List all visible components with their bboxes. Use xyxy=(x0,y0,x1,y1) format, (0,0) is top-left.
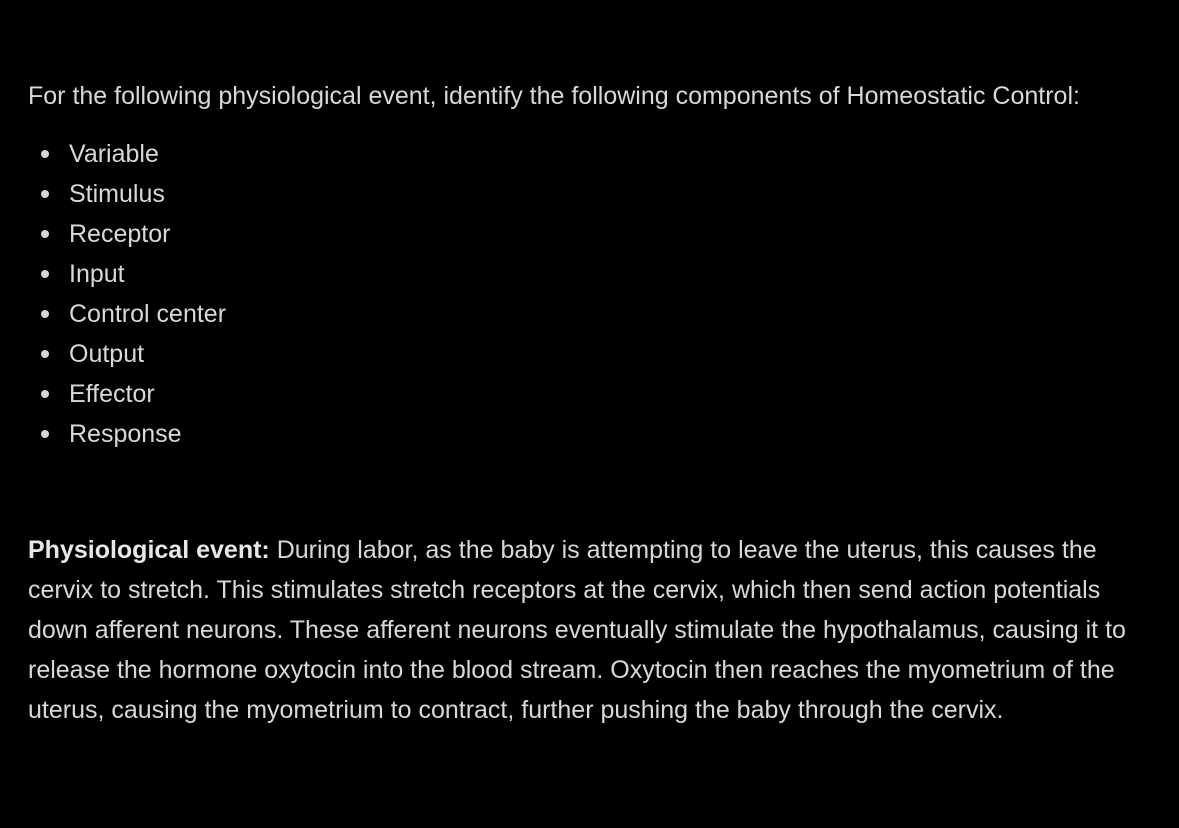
list-item-effector xyxy=(28,374,1158,414)
list-item-control-center xyxy=(28,294,1158,334)
list-item-label: Response xyxy=(69,420,182,448)
list-item-label: Control center xyxy=(69,300,227,328)
bullet-icon xyxy=(41,270,49,278)
physiological-event-paragraph xyxy=(28,530,1158,730)
bullet-icon xyxy=(41,150,49,158)
bullet-icon xyxy=(41,350,49,358)
list-item-input xyxy=(28,254,1158,294)
list-item-output xyxy=(28,334,1158,374)
list-item-label: Input xyxy=(69,260,125,288)
bullet-icon xyxy=(41,310,49,318)
list-item-label: Effector xyxy=(69,380,155,408)
list-item-response xyxy=(28,414,1158,454)
components-list xyxy=(28,134,1158,454)
list-item-receptor xyxy=(28,214,1158,254)
bullet-icon xyxy=(41,390,49,398)
list-item-label: Stimulus xyxy=(69,180,165,208)
list-item-label: Output xyxy=(69,340,145,368)
bullet-icon xyxy=(41,430,49,438)
list-item-label: Variable xyxy=(69,140,159,168)
list-item-stimulus xyxy=(28,174,1158,214)
document-body xyxy=(28,76,1158,730)
bullet-icon xyxy=(41,230,49,238)
event-label: Physiological event: xyxy=(28,536,270,564)
list-item-variable xyxy=(28,134,1158,174)
question-intro: For the following physiological event, identify the following components of Homeostatic Control: xyxy=(28,82,1080,110)
event-text: During labor, as the baby is attempting to leave the uterus, this causes the cervix to stretch. This stimulates stretch receptors at the cervix, which then send action potentials down afferent neurons. These afferent neurons eventually stimulate the hypothalamus, causing it to release the hormone oxytocin into the blood stream. Oxytocin then reaches the myometrium of the uterus, causing the myometrium to contract, further pushing the baby through the cervix. xyxy=(28,536,1126,724)
list-item-label: Receptor xyxy=(69,220,171,248)
bullet-icon xyxy=(41,190,49,198)
